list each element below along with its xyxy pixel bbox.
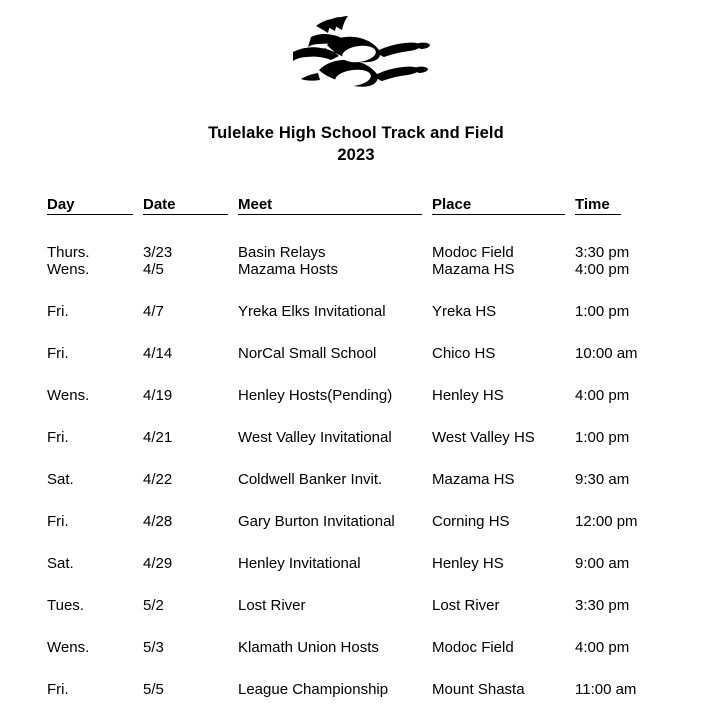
meet-name: Mazama Hosts	[238, 261, 339, 278]
page-title	[0, 122, 712, 166]
meet-place: Mount Shasta	[432, 681, 525, 698]
meet-date: 4/29	[143, 555, 173, 572]
meet-name: Coldwell Banker Invit.	[238, 471, 383, 488]
meet-date: 4/19	[143, 387, 173, 404]
meet-place: Corning HS	[432, 513, 510, 530]
flying-geese-logo	[281, 4, 431, 104]
logo-header	[0, 0, 712, 106]
column-header-day: Day	[47, 196, 143, 219]
meet-day: Sat.	[47, 471, 74, 488]
meet-date: 4/21	[143, 429, 173, 446]
table-row	[47, 513, 667, 555]
meet-name: League Championship	[238, 681, 389, 698]
title-line-1: Tulelake High School Track and Field	[208, 124, 504, 142]
meet-day: Fri.	[47, 345, 69, 362]
meet-place: Yreka HS	[432, 303, 497, 320]
meet-time: 1:00 pm	[575, 429, 630, 446]
meet-day: Fri.	[47, 303, 69, 320]
column-header-date: Date	[143, 196, 238, 219]
meet-time: 3:30 pm	[575, 244, 630, 261]
meet-time: 11:00 am	[575, 681, 637, 698]
meet-time: 4:00 pm	[575, 387, 630, 404]
table-row	[47, 387, 667, 429]
meet-name: Klamath Union Hosts	[238, 639, 379, 656]
meet-date: 4/5	[143, 261, 164, 278]
table-row	[47, 597, 667, 639]
meet-date: 4/28	[143, 513, 173, 530]
meet-time: 10:00 am	[575, 345, 638, 362]
meet-time: 1:00 pm	[575, 303, 630, 320]
meet-place: Henley HS	[432, 555, 504, 572]
table-row	[47, 345, 667, 387]
table-row	[47, 639, 667, 681]
meet-name: Henley Hosts(Pending)	[238, 387, 393, 404]
meet-time: 4:00 pm	[575, 639, 630, 656]
table-header-row	[47, 196, 667, 219]
table-row	[47, 303, 667, 345]
meet-name: Basin Relays	[238, 244, 326, 261]
meet-date: 3/23	[143, 244, 173, 261]
meet-name: Lost River	[238, 597, 306, 614]
meet-name: NorCal Small School	[238, 345, 377, 362]
meet-time: 4:00 pm	[575, 261, 630, 278]
meet-place: Mazama HS	[432, 261, 515, 278]
meet-date: 5/2	[143, 597, 164, 614]
meet-date: 5/3	[143, 639, 164, 656]
meet-day: Wens.	[47, 261, 90, 278]
table-row	[47, 429, 667, 471]
meet-date: 4/14	[143, 345, 173, 362]
schedule-table	[47, 196, 667, 723]
meet-date: 5/5	[143, 681, 164, 698]
meet-day: Fri.	[47, 429, 69, 446]
meet-place: Modoc Field	[432, 639, 514, 656]
meet-name: Henley Invitational	[238, 555, 361, 572]
meet-place: Mazama HS	[432, 471, 515, 488]
meet-time: 12:00 pm	[575, 513, 638, 530]
meet-place: Chico HS	[432, 345, 496, 362]
table-row	[47, 681, 667, 723]
meet-place: Lost River	[432, 597, 500, 614]
meet-name: Yreka Elks Invitational	[238, 303, 386, 320]
meet-time: 9:30 am	[575, 471, 630, 488]
table-row	[47, 219, 667, 261]
schedule-section	[0, 196, 712, 723]
meet-day: Sat.	[47, 555, 74, 572]
meet-day: Tues.	[47, 597, 84, 614]
title-line-2: 2023	[337, 146, 375, 164]
table-row	[47, 555, 667, 597]
meet-day: Thurs.	[47, 244, 90, 261]
meet-place: West Valley HS	[432, 429, 535, 446]
meet-day: Wens.	[47, 639, 90, 656]
meet-name: West Valley Invitational	[238, 429, 392, 446]
column-header-meet: Meet	[238, 196, 432, 219]
meet-date: 4/7	[143, 303, 164, 320]
column-header-place: Place	[432, 196, 575, 219]
schedule-table-body	[47, 219, 667, 723]
meet-name: Gary Burton Invitational	[238, 513, 395, 530]
column-header-time: Time	[575, 196, 667, 219]
meet-place: Henley HS	[432, 387, 504, 404]
table-row	[47, 471, 667, 513]
meet-time: 9:00 am	[575, 555, 630, 572]
table-row	[47, 261, 667, 303]
meet-place: Modoc Field	[432, 244, 514, 261]
meet-date: 4/22	[143, 471, 173, 488]
meet-day: Wens.	[47, 387, 90, 404]
meet-day: Fri.	[47, 513, 69, 530]
meet-day: Fri.	[47, 681, 69, 698]
meet-time: 3:30 pm	[575, 597, 630, 614]
